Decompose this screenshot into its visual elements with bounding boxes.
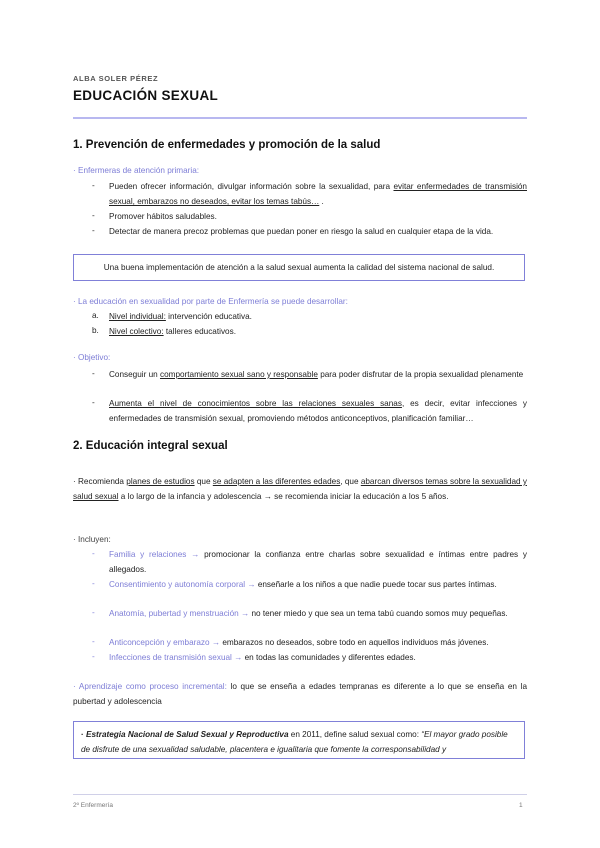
includes-item-anatomy: Anatomía, pubertad y menstruación → no tener miedo y que sea un tema tabú cuando somos muy pequeñas.: [109, 609, 508, 618]
page-number: 1: [519, 802, 523, 809]
author-name: ALBA SOLER PÉREZ: [73, 74, 159, 83]
nurses-item-2: Promover hábitos saludables.: [109, 212, 217, 221]
includes-item-family: Familia y relaciones → promocionar la confianza entre charlas sobre sexualidad e íntimas entre padres y allegados.: [109, 550, 528, 574]
objective-item-2: Aumenta el nivel de conocimientos sobre las relaciones sexuales sanas, es decir, evitar infecciones y enfermedades de transmisión sexual, promoviendo métodos anticonceptivos, planificación familiar…: [109, 399, 527, 423]
strategy-box: · Estrategia Nacional de Salud Sexual y Reproductiva en 2011, define salud sexual como: “El mayor grado posible de disfrute de una sexualidad saludable, placentera e igualitaria que fomente la corresponsabilidad y: [73, 721, 525, 759]
document-title: EDUCACIÓN SEXUAL: [73, 88, 219, 103]
section-1-heading: 1. Prevención de enfermedades y promoción de la salud: [73, 139, 381, 151]
objective-label: · Objetivo:: [73, 353, 111, 362]
education-label: · La educación en sexualidad por parte de Enfermería se puede desarrollar:: [73, 297, 348, 306]
list-marker: -: [92, 181, 95, 190]
includes-label: · Incluyen:: [73, 535, 111, 544]
includes-item-consent: Consentimiento y autonomía corporal → enseñarle a los niños a que nadie puede tocar sus partes íntimas.: [109, 580, 497, 589]
list-marker: -: [92, 579, 95, 588]
list-marker: a.: [92, 311, 99, 320]
list-marker: -: [92, 608, 95, 617]
list-marker: -: [92, 226, 95, 235]
list-marker: -: [92, 549, 95, 558]
list-marker: -: [92, 369, 95, 378]
list-marker: -: [92, 652, 95, 661]
education-item-collective: Nivel colectivo: talleres educativos.: [109, 327, 236, 336]
nurses-item-1: Pueden ofrecer información, divulgar información sobre la sexualidad, para evitar enfermedades de transmisión sexual, embarazos no deseados, evitar los temas tabús… .: [109, 182, 527, 206]
list-marker: -: [92, 637, 95, 646]
includes-item-contraception: Anticoncepción y embarazo → embarazos no deseados, sobre todo en aquellos individuos más jóvenes.: [109, 638, 489, 647]
list-marker: -: [92, 211, 95, 220]
title-divider: [73, 117, 527, 119]
learning-paragraph: · Aprendizaje como proceso incremental: lo que se enseña a edades tempranas es diferente a lo que se enseña en la pubertad y adolescencia: [73, 682, 528, 706]
recommend-paragraph: · Recomienda planes de estudios que se adapten a las diferentes edades, que abarcan diversos temas sobre la sexualidad y salud sexual a lo largo de la infancia y adolescencia → se recomienda iniciar la educación a los 5 años.: [73, 477, 527, 501]
education-item-individual: Nivel individual: intervención educativa.: [109, 312, 252, 321]
section-2-heading: 2. Educación integral sexual: [73, 440, 228, 452]
nurses-item-3: Detectar de manera precoz problemas que puedan poner en riesgo la salud en cualquier etapa de la vida.: [109, 227, 494, 236]
callout-box: Una buena implementación de atención a la salud sexual aumenta la calidad del sistema nacional de salud.: [73, 254, 525, 281]
includes-item-infections: Infecciones de transmisión sexual → en todas las comunidades y diferentes edades.: [109, 653, 416, 662]
nurses-label: · Enfermeras de atención primaria:: [73, 166, 200, 175]
footer-divider: [73, 794, 527, 795]
list-marker: b.: [92, 326, 99, 335]
list-marker: -: [92, 398, 95, 407]
footer-course: 2º Enfermería: [73, 802, 113, 809]
objective-item-1: Conseguir un comportamiento sexual sano y responsable para poder disfrutar de la propia sexualidad plenamente: [109, 370, 524, 379]
